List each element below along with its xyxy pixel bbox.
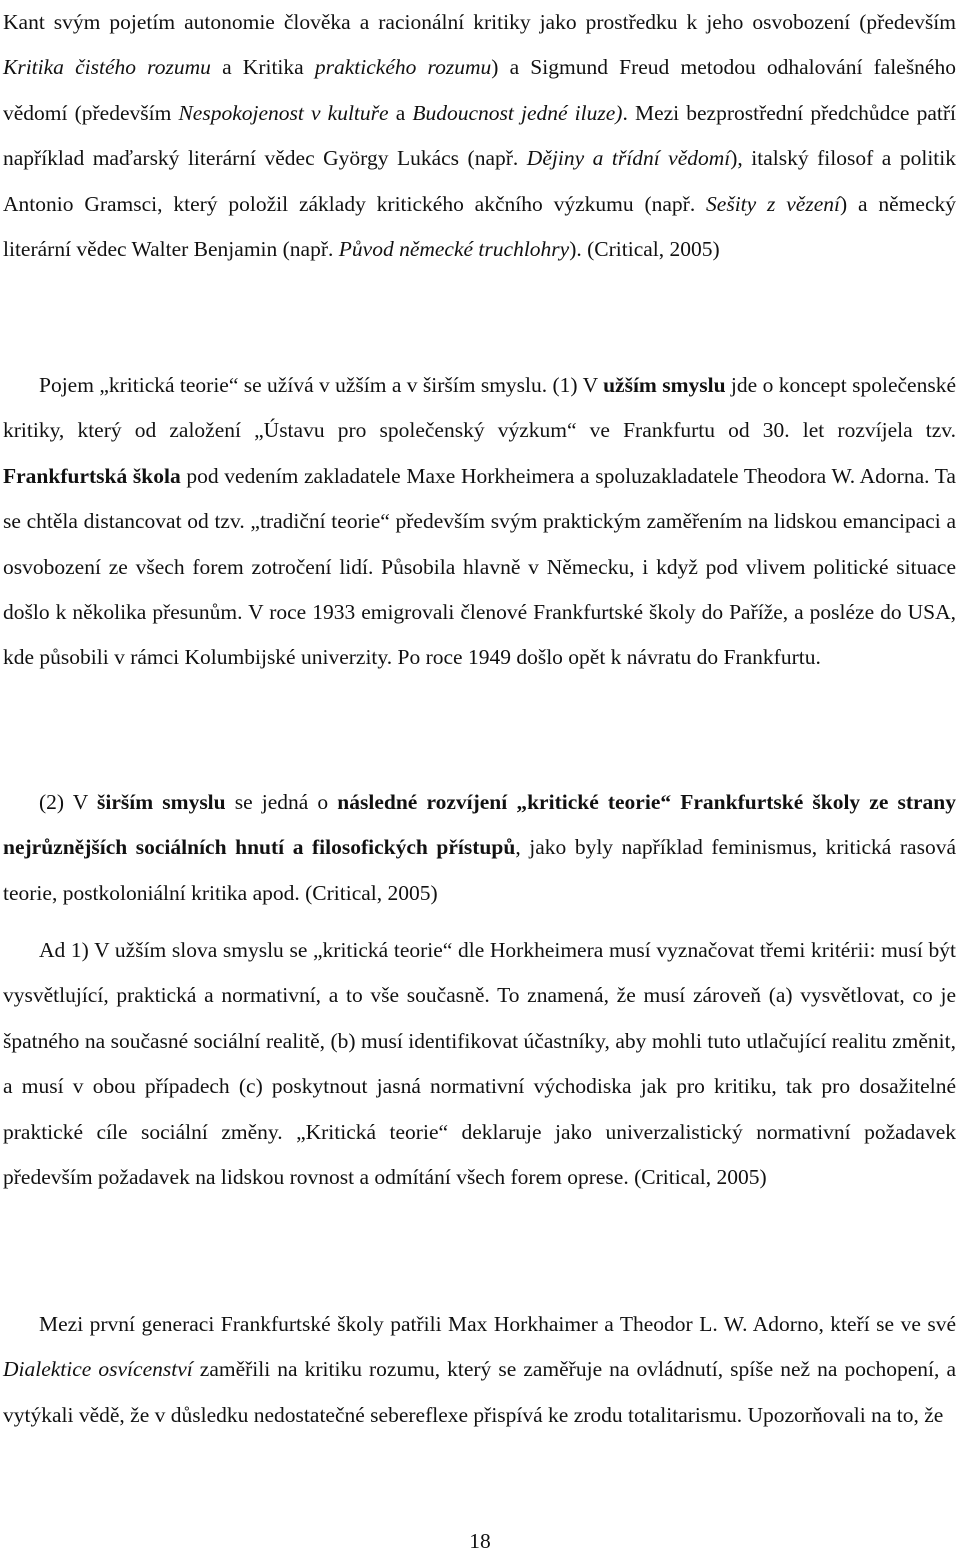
paragraph-criteria <box>3 928 956 1200</box>
book-title: Původ německé truchlohry <box>338 237 570 262</box>
emphasis: širším smyslu <box>97 790 226 814</box>
emphasis: užším smyslu <box>603 373 726 397</box>
text: jde o koncept společenské kritiky, který od založení „Ústavu pro společenský výzkum“ ve Frankfurtu od 30. let rozvíjela tzv. <box>3 373 957 443</box>
text: (2) V <box>39 790 98 814</box>
emphasis: Frankfurtská škola <box>3 463 181 488</box>
paragraph-intro <box>3 0 956 272</box>
text: ) a Sigmund Freud metodou odhalování falešného vědomí (především <box>3 55 956 125</box>
text: a Kritika <box>210 55 315 80</box>
book-title: Kritika čistého rozumu <box>3 55 211 80</box>
text: ) a německý literární vědec Walter Benjamin (např. <box>3 191 956 262</box>
page-number: 18 <box>469 1529 491 1553</box>
text: zaměřili na kritiku rozumu, který se zaměřuje na ovládnutí, spíše než na pochopení, a vytýkali vědě, že v důsledku nedostatečné sebereflexe přispívá ke zrodu totalitarismu. Upozorňovali na to, že <box>3 1357 957 1427</box>
book-title: Nespokojenost v kultuře <box>178 100 389 125</box>
emphasis: následné rozvíjení „kritické teorie“ Frankfurtské školy ze strany nejrůznějších sociálních hnutí a filosofických přístupů <box>3 790 956 860</box>
text: a <box>388 100 413 125</box>
text: ). (Critical, 2005) <box>569 237 720 262</box>
paragraph-broad-sense <box>3 780 956 916</box>
text: Kant svým pojetím autonomie člověka a racionální kritiky jako prostředku k jeho osvobození (především <box>3 10 956 34</box>
book-title: Sešity z vězení <box>706 191 840 216</box>
book-title: Dialektice osvícenství <box>3 1357 193 1382</box>
text: Pojem „kritická teorie“ se užívá v užším a v širším smyslu. (1) V <box>39 373 604 397</box>
text: Ad 1) V užším slova smyslu se „kritická teorie“ dle Horkheimera musí vyznačovat třemi kritérii: musí být vysvětlující, praktická a normativní, a to vše současně. To znamená, že musí zároveň (a) vysvětlovat, co je špatného na současné sociální realitě, (b) musí identifikovat účastníky, aby mohli tuto utlačující realitu změnit, a musí v obou případech (c) poskytnout jasná normativní východiska jak pro kritiku, tak pro dosažitelné praktické cíle sociální změny. „Kritická teorie“ deklaruje jako univerzalistický normativní požadavek především požadavek na lidskou rovnost a odmítání všech forem oprese. (Critical, 2005) <box>3 938 956 1190</box>
book-title: praktického rozumu <box>314 55 492 80</box>
text: pod vedením zakladatele Maxe Horkheimera a spoluzakladatele Theodora W. Adorna. Ta se chtěla distancovat od tzv. „tradiční teorie“ především svým praktickým zaměřením na lidskou emancipaci a osvobození ze všech forem zotročení lidí. Působila hlavně v Německu, i když pod vlivem politické situace došlo k několika přesunům. V roce 1933 emigrovali členové Frankfurtské školy do Paříže, a posléze do USA, kde působili v rámci Kolumbijské univerzity. Po roce 1949 došlo opět k návratu do Frankfurtu. <box>3 463 956 670</box>
text: se jedná o <box>225 790 338 814</box>
text: Mezi první generaci Frankfurtské školy patřili Max Horkhaimer a Theodor L. W. Adorno, kteří se ve své <box>39 1312 956 1336</box>
paragraph-first-generation <box>3 1302 956 1438</box>
text: ), italský filosof a politik Antonio Gramsci, který položil základy kritického akčního výzkumu (např. <box>3 146 956 216</box>
paragraph-narrow-sense <box>3 363 956 681</box>
text: . Mezi bezprostřední předchůdce patří například maďarský literární vědec György Lukács (např. <box>3 100 956 171</box>
book-title: Dějiny a třídní vědomí <box>526 146 731 171</box>
text: , jako byly například feminismus, kritická rasová teorie, postkoloniální kritika apod. (Critical, 2005) <box>3 835 956 905</box>
book-title: Budoucnost jedné iluze) <box>412 100 623 125</box>
